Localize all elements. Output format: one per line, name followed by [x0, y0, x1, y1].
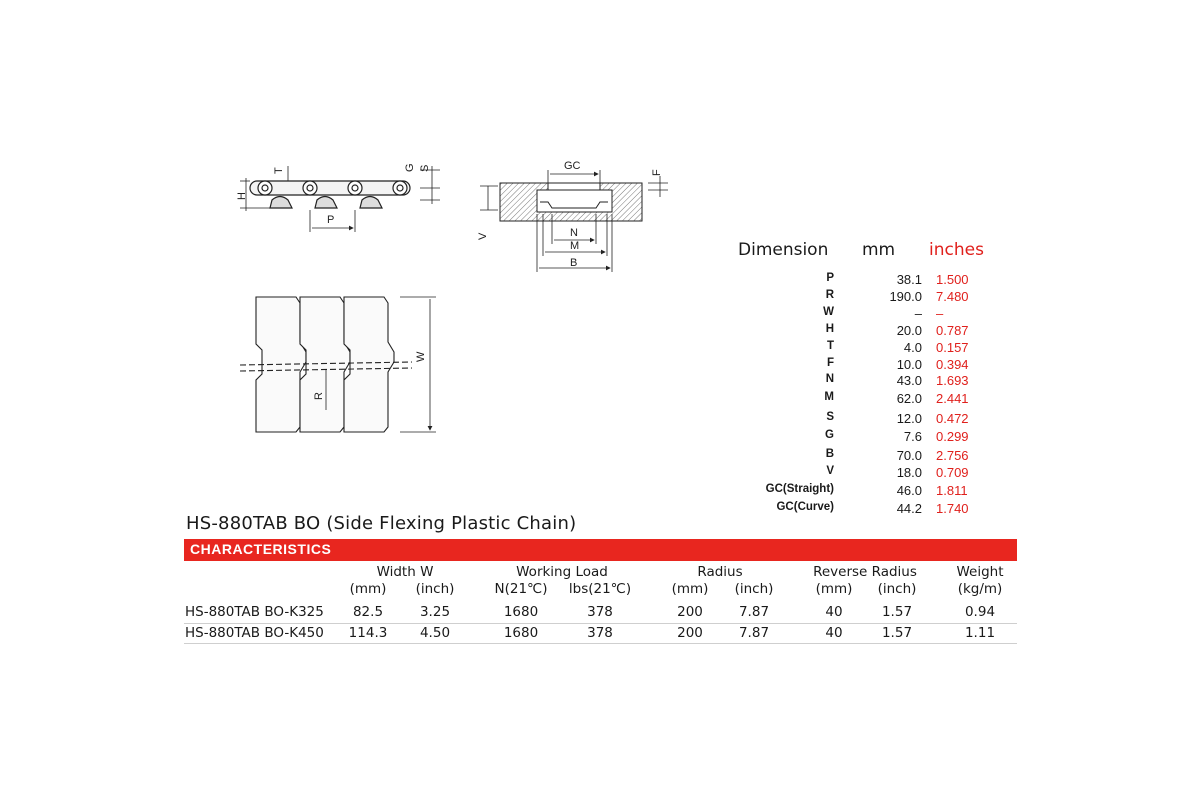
working-load-header: Working Load: [516, 564, 608, 580]
radius-inch-value: 7.87: [738, 625, 770, 641]
label-w: W: [415, 351, 427, 362]
label-s: S: [419, 164, 431, 172]
dimension-row: N 43.0 1.693: [825, 373, 969, 388]
rev-mm-value: 40: [825, 625, 843, 641]
rev-inch-value: 1.57: [881, 604, 913, 620]
dimension-row: H 20.0 0.787: [825, 323, 969, 338]
dimension-row: GC(Curve) 44.2 1.740: [776, 501, 969, 516]
rev-inch-header: (inch): [877, 581, 917, 597]
width-header: Width W: [376, 564, 434, 580]
radius-header: Radius: [697, 564, 743, 580]
load-lbs-value: 378: [587, 625, 613, 641]
dimension-row: F 10.0 0.394: [826, 357, 969, 372]
side-view-drawing: [240, 166, 440, 232]
dimension-header: Dimension: [738, 240, 829, 260]
mm-header: mm: [862, 240, 896, 260]
weight-value: 0.94: [964, 604, 996, 620]
label-n: N: [570, 227, 578, 239]
width-mm-value: 82.5: [352, 604, 384, 620]
label-g: G: [404, 163, 416, 172]
label-r: R: [313, 392, 325, 400]
characteristics-band: [184, 539, 1017, 561]
width-mm-header: (mm): [349, 581, 387, 597]
width-mm-value: 114.3: [348, 625, 388, 641]
load-n-header: N(21℃): [494, 581, 548, 597]
label-b: B: [570, 257, 578, 269]
dimension-row: GC(Straight) 46.0 1.811: [765, 483, 968, 498]
label-h: H: [236, 192, 248, 200]
label-v: V: [477, 232, 489, 240]
dimension-row: R 190.0 7.480: [825, 289, 969, 304]
label-m: M: [570, 240, 580, 252]
radius-inch-header: (inch): [734, 581, 774, 597]
load-n-value: 1680: [503, 625, 539, 641]
load-lbs-header: lbs(21℃): [568, 581, 632, 597]
width-inch-value: 4.50: [419, 625, 451, 641]
dimension-row: T 4.0 0.157: [826, 340, 969, 355]
dimension-row: W – –: [823, 306, 944, 321]
rev-mm-value: 40: [825, 604, 843, 620]
width-inch-value: 3.25: [419, 604, 451, 620]
label-p: P: [327, 214, 335, 226]
model-name: HS-880TAB BO-K450: [185, 625, 324, 641]
radius-mm-value: 200: [677, 625, 703, 641]
characteristics-label: CHARACTERISTICS: [190, 541, 332, 557]
model-name: HS-880TAB BO-K325: [185, 604, 324, 620]
radius-mm-value: 200: [677, 604, 703, 620]
weight-unit-header: (kg/m): [957, 581, 1003, 597]
label-f: F: [651, 169, 663, 176]
reverse-radius-header: Reverse Radius: [813, 564, 917, 580]
inches-header: inches: [929, 240, 984, 260]
top-view-drawing: [240, 297, 436, 432]
row-divider: [184, 623, 1017, 624]
radius-inch-value: 7.87: [738, 604, 770, 620]
row-divider: [184, 643, 1017, 644]
product-title: HS-880TAB BO (Side Flexing Plastic Chain): [186, 513, 577, 534]
dimension-row: G 7.6 0.299: [825, 429, 969, 444]
width-inch-header: (inch): [415, 581, 455, 597]
dimension-row: P 38.1 1.500: [826, 272, 969, 287]
dimension-row: S 12.0 0.472: [826, 411, 969, 426]
dimension-row: V 18.0 0.709: [826, 465, 969, 480]
load-lbs-value: 378: [587, 604, 613, 620]
radius-mm-header: (mm): [671, 581, 709, 597]
rev-inch-value: 1.57: [881, 625, 913, 641]
dimension-row: M 62.0 2.441: [824, 391, 969, 406]
label-gc: GC: [564, 160, 581, 172]
load-n-value: 1680: [503, 604, 539, 620]
rev-mm-header: (mm): [815, 581, 853, 597]
dimension-row: B 70.0 2.756: [825, 448, 969, 463]
weight-value: 1.11: [964, 625, 996, 641]
label-t: T: [273, 167, 285, 174]
weight-header: Weight: [956, 564, 1004, 580]
